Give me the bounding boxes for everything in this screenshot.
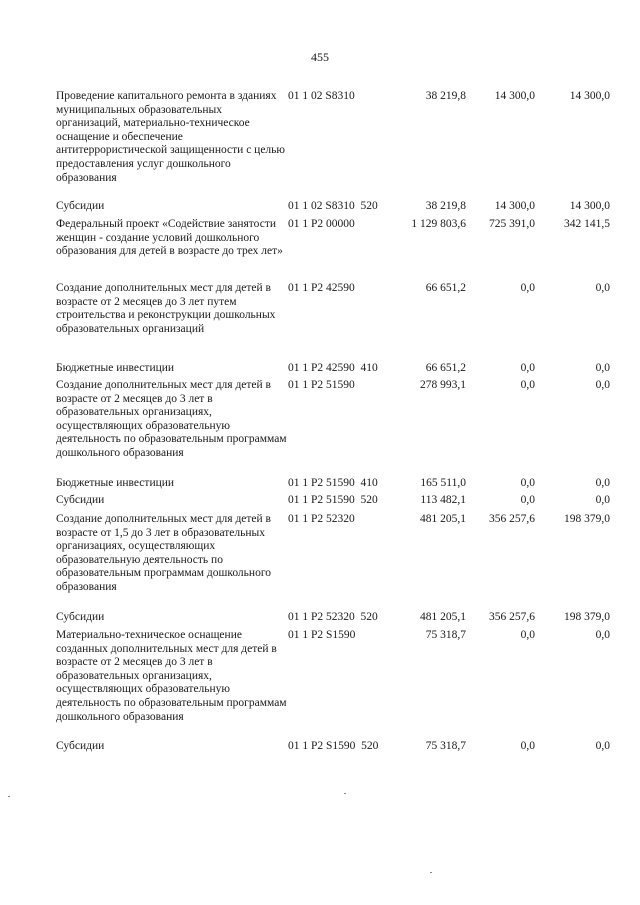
row-amount-1: 66 651,2: [425, 282, 466, 294]
row-amount-3: 14 300,0: [569, 200, 610, 212]
row-amount-3: 198 379,0: [564, 513, 610, 525]
row-amount-2: 0,0: [520, 477, 535, 489]
row-description: Создание дополнительных мест для детей в возрасте от 2 месяцев до 3 лет в образовательных организациях, осуществляющих образовательную деятельность по образовательным программам дошкольного образования: [56, 379, 287, 459]
row-amount-2: 356 257,6: [489, 513, 535, 525]
scan-speck: [344, 793, 346, 794]
row-description: Проведение капитального ремонта в зданиях муниципальных образовательных организаций, материально-техническое оснащение и обеспечение антитеррористической защищенности с целью предоставления услуг дошкольного образования: [56, 90, 286, 184]
row-code: 01 1 P2 00000: [288, 218, 355, 230]
row-description: Субсидии: [56, 200, 105, 212]
row-amount-3: 0,0: [595, 282, 610, 294]
row-description: Бюджетные инвестиции: [56, 477, 175, 489]
row-amount-3: 0,0: [595, 629, 610, 641]
row-code: 01 1 02 S8310: [288, 90, 355, 102]
row-code: 01 1 P2 51590: [288, 379, 355, 391]
row-amount-1: 165 511,0: [420, 477, 466, 489]
row-amount-1: 1 129 803,6: [411, 218, 466, 230]
row-description: Создание дополнительных мест для детей в возрасте от 2 месяцев до 3 лет путем строительства и реконструкции дошкольных образовательных организаций: [56, 282, 276, 335]
page-number: 455: [311, 50, 329, 64]
row-code: 01 1 P2 51590 410: [288, 477, 378, 489]
row-amount-1: 481 205,1: [420, 513, 466, 525]
row-amount-2: 725 391,0: [489, 218, 535, 230]
row-amount-2: 356 257,6: [489, 611, 535, 623]
row-amount-3: 0,0: [595, 740, 610, 752]
row-amount-2: 0,0: [520, 629, 535, 641]
row-amount-2: 0,0: [520, 379, 535, 391]
row-amount-1: 75 318,7: [425, 629, 466, 641]
row-amount-2: 14 300,0: [494, 90, 535, 102]
row-code: 01 1 P2 42590: [288, 282, 355, 294]
row-amount-2: 0,0: [520, 740, 535, 752]
row-amount-2: 0,0: [520, 362, 535, 374]
row-code: 01 1 P2 52320 520: [288, 611, 378, 623]
row-description: Создание дополнительных мест для детей в возрасте от 1,5 до 3 лет в образовательных организациях, осуществляющих образовательную деятельность по образовательным программам дошкольного образования: [56, 513, 271, 593]
row-amount-2: 0,0: [520, 282, 535, 294]
row-code: 01 1 P2 51590 520: [288, 494, 378, 506]
row-amount-1: 481 205,1: [420, 611, 466, 623]
scan-speck: [8, 796, 10, 797]
row-amount-2: 0,0: [520, 494, 535, 506]
row-code: 01 1 02 S8310 520: [288, 200, 378, 212]
row-amount-1: 38 219,8: [425, 90, 466, 102]
row-amount-1: 75 318,7: [425, 740, 466, 752]
row-amount-2: 14 300,0: [494, 200, 535, 212]
row-amount-1: 38 219,8: [425, 200, 466, 212]
scan-speck: [430, 872, 432, 873]
row-description: Бюджетные инвестиции: [56, 362, 175, 374]
row-code: 01 1 P2 52320: [288, 513, 355, 525]
row-amount-3: 14 300,0: [569, 90, 610, 102]
row-amount-3: 0,0: [595, 379, 610, 391]
row-description: Субсидии: [56, 611, 105, 623]
row-code: 01 1 P2 S1590 520: [288, 740, 379, 752]
row-amount-3: 342 141,5: [564, 218, 610, 230]
row-amount-3: 0,0: [595, 362, 610, 374]
row-amount-1: 66 651,2: [425, 362, 466, 374]
row-code: 01 1 P2 S1590: [288, 629, 356, 641]
row-description: Субсидии: [56, 740, 105, 752]
row-code: 01 1 P2 42590 410: [288, 362, 378, 374]
row-amount-3: 0,0: [595, 477, 610, 489]
row-amount-3: 0,0: [595, 494, 610, 506]
row-description: Субсидии: [56, 494, 105, 506]
row-description: Федеральный проект «Содействие занятости женщин - создание условий дошкольного образования для детей в возрасте до трех лет»: [56, 218, 283, 258]
row-amount-1: 278 993,1: [420, 379, 466, 391]
row-amount-1: 113 482,1: [420, 494, 466, 506]
row-amount-3: 198 379,0: [564, 611, 610, 623]
row-description: Материально-техническое оснащение созданных дополнительных мест для детей в возрасте от 2 месяцев до 3 лет в образовательных организациях, осуществляющих образовательную деятельность по образовательным программам дошкольного образования: [56, 629, 287, 723]
